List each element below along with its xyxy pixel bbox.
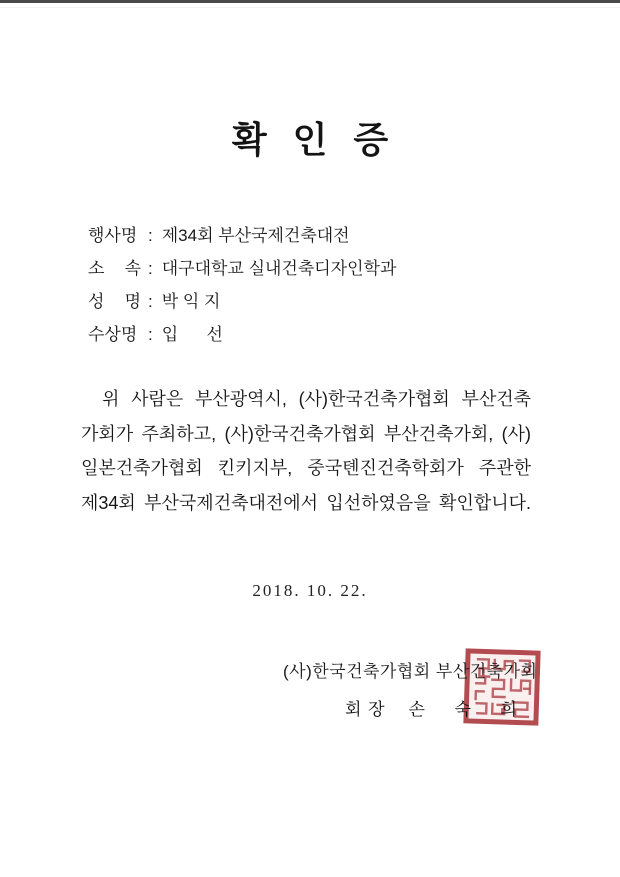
name-value: 박 익 지 <box>161 292 221 311</box>
body-line-3: 일본건축가협회 킨키지부, 중국톈진건축학회가 주관한 <box>81 458 531 478</box>
award-value: 입 선 <box>161 325 223 344</box>
recipient-info-block <box>88 221 548 353</box>
issuing-organization: (사)한국건축가협회 부산건축가회 <box>283 662 538 681</box>
info-row-name <box>88 287 548 311</box>
body-line-4: 제34회 부산국제건축대전에서 입선하였음을 확인합니다. <box>81 492 531 513</box>
president-name-line: 회 장 손 숙 희 <box>345 700 518 719</box>
affiliation-value: 대구대학교 실내건축디자인학과 <box>161 259 397 278</box>
separator-colon: : <box>148 226 153 245</box>
signature-block <box>283 657 583 720</box>
certificate-title: 확 인 증 <box>231 119 397 160</box>
event-name-label: 행사명 <box>88 226 138 245</box>
separator-colon: : <box>148 259 153 278</box>
confirmation-paragraph <box>81 389 531 527</box>
body-line-2: 가회가 주최하고, (사)한국건축가협회 부산건축가회, (사) <box>81 423 531 444</box>
window-top-edge <box>0 0 620 3</box>
body-line-1: 위 사람은 부산광역시, (사)한국건축가협회 부산건축 <box>102 389 531 409</box>
award-label: 수상명 <box>88 325 138 344</box>
info-row-event <box>88 221 548 245</box>
name-label: 성 명 <box>88 292 141 311</box>
info-row-award <box>88 320 548 344</box>
separator-colon: : <box>148 325 153 344</box>
top-edge-shadow <box>0 7 620 8</box>
separator-colon: : <box>148 292 153 311</box>
info-row-affiliation <box>88 254 548 278</box>
issue-date: 2018. 10. 22. <box>252 581 368 600</box>
affiliation-label: 소 속 <box>88 259 141 278</box>
event-name-value: 제34회 부산국제건축대전 <box>161 226 350 245</box>
